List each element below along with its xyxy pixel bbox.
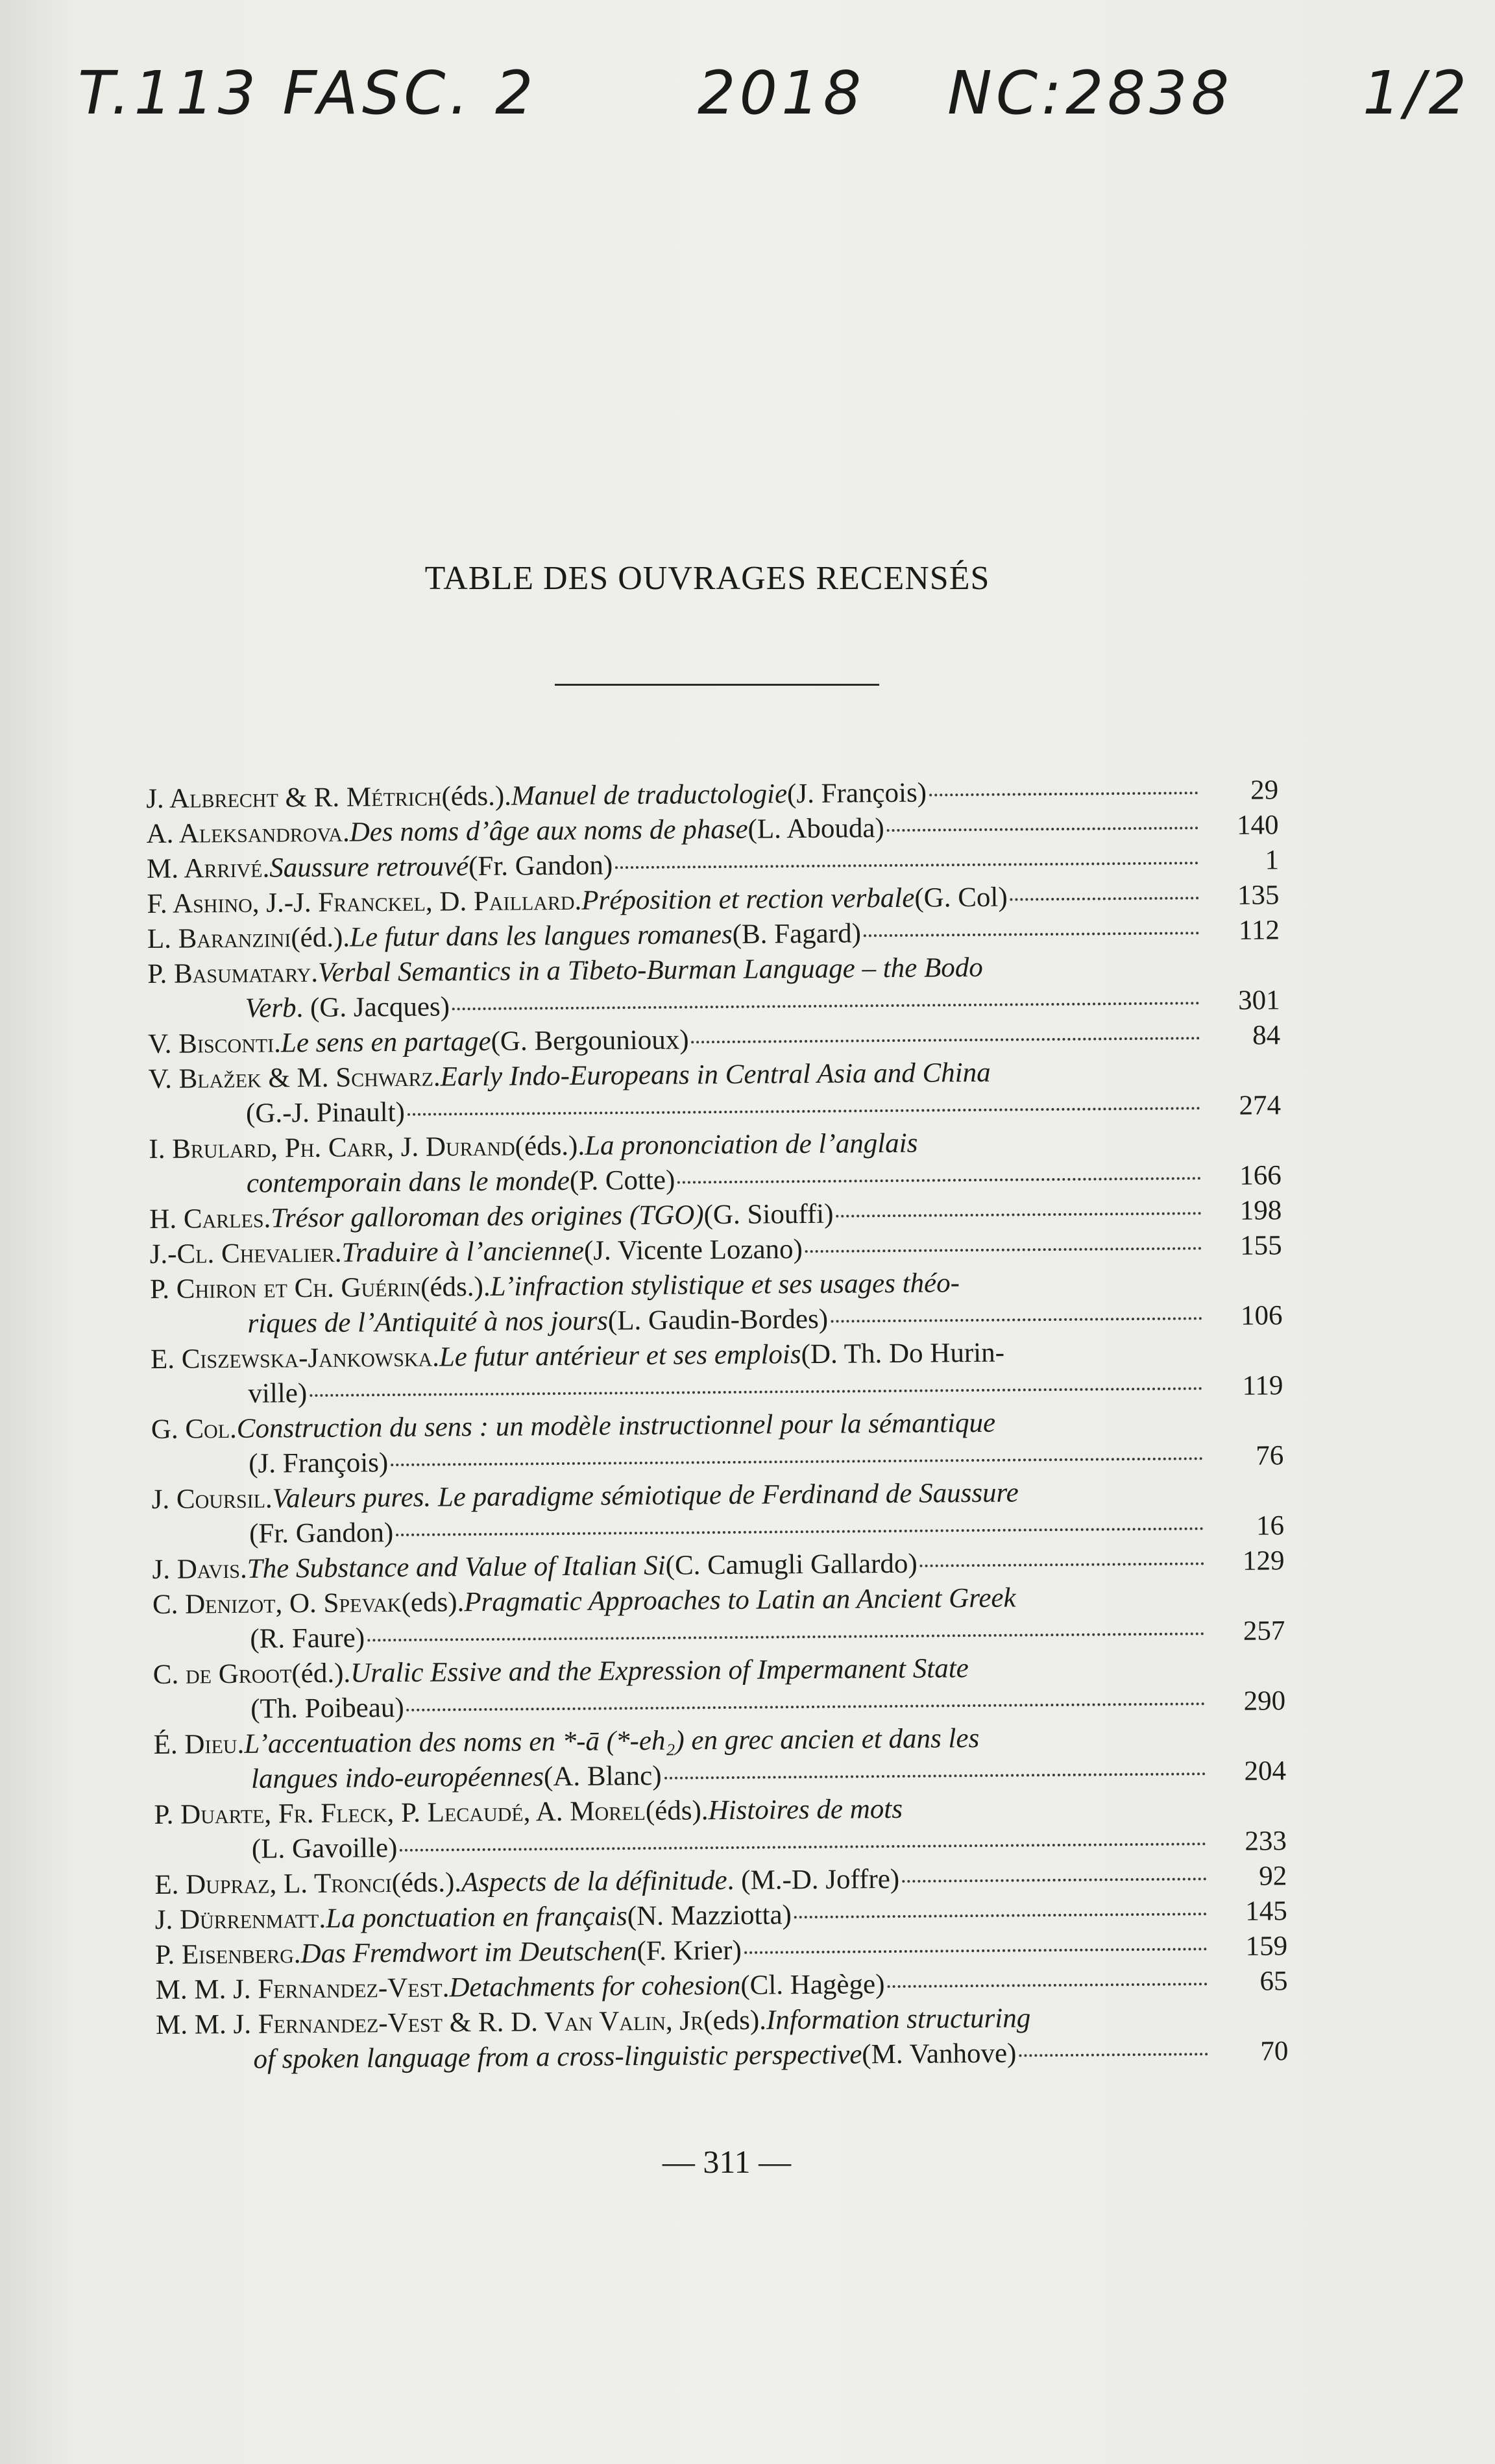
- entry-title: Traduire à l’ancienne: [341, 1235, 585, 1268]
- entry-page-number: 159: [1245, 1931, 1288, 1962]
- entry-text: .: [237, 1728, 245, 1759]
- entry-text: (P. Cotte): [569, 1165, 675, 1196]
- entry-page-number: 204: [1244, 1756, 1287, 1787]
- entry-text: (A. Blanc): [543, 1760, 662, 1793]
- entry-text: .: [293, 1939, 301, 1970]
- entry-title: La ponctuation en français: [325, 1901, 627, 1934]
- entry-author: E. Dupraz, L. Tronci: [154, 1868, 392, 1900]
- dot-leader: [920, 1562, 1204, 1567]
- entry-text: (éds.).: [420, 1271, 491, 1303]
- entry-page-number: 119: [1242, 1370, 1283, 1401]
- dot-leader: [692, 1037, 1200, 1043]
- dot-leader: [615, 862, 1198, 869]
- entry-author: P. Duarte, Fr. Fleck, P. Lecaudé, A. Morel: [154, 1796, 646, 1830]
- entry-page-number: 1: [1265, 845, 1280, 876]
- entry-page-number: 290: [1243, 1685, 1286, 1717]
- entry-author: É. Dieu: [153, 1728, 237, 1760]
- entry-title: Valeurs pures. Le paradigme sémiotique de Ferdinand de Saussure: [272, 1477, 1019, 1514]
- entry-title: Histoires de mots: [708, 1793, 903, 1826]
- entry-text: (J. François): [249, 1447, 389, 1479]
- entry-page-number: 257: [1243, 1615, 1285, 1647]
- dot-leader: [805, 1247, 1202, 1253]
- entry-title: Des noms d’âge aux noms de phase: [349, 814, 748, 848]
- entry-author: J. Albrecht & R. Métrich: [146, 781, 442, 814]
- entry-text: (Cl. Hagège): [740, 1969, 885, 2001]
- entry-title: Uralic Essive and the Expression of Impermanent State: [350, 1653, 969, 1689]
- dot-leader: [400, 1842, 1206, 1852]
- entry-text: .: [311, 957, 319, 989]
- entry-text: (L. Gaudin-Bordes): [607, 1303, 829, 1336]
- entry-author: G. Col: [151, 1414, 230, 1445]
- entry-title: Early Indo-Europeans in Central Asia and China: [440, 1057, 991, 1093]
- entry-title: Aspects de la définitude: [461, 1865, 727, 1898]
- entry-author: L. Baranzini: [147, 923, 291, 954]
- index-entry: [154, 1789, 1287, 1868]
- entry-page-number: 112: [1238, 915, 1280, 946]
- entry-title: Le futur dans les langues romanes: [349, 919, 733, 953]
- entry-author: A. Aleksandrova: [146, 817, 343, 849]
- entry-text: .: [442, 1972, 450, 2003]
- entry-page-number: 16: [1256, 1510, 1285, 1541]
- entry-text: .: [431, 1342, 440, 1373]
- handwritten-year: 2018: [698, 58, 866, 128]
- entry-page-number: 70: [1260, 2036, 1289, 2067]
- dot-leader: [367, 1632, 1204, 1641]
- entry-text: (éds.).: [515, 1130, 585, 1162]
- entry-title: Information structuring: [766, 2003, 1031, 2036]
- entry-author: I. Brulard, Ph. Carr, J. Durand: [149, 1131, 515, 1165]
- entry-page-number: 29: [1250, 775, 1279, 806]
- entry-page-number: 233: [1245, 1826, 1287, 1857]
- entry-text: (L. Gavoille): [251, 1833, 398, 1865]
- entry-text: .: [263, 1203, 271, 1234]
- entry-page-number: 198: [1239, 1195, 1282, 1226]
- entry-line: [156, 2035, 1210, 2078]
- entry-text: .: [319, 1903, 326, 1934]
- dot-leader: [831, 1317, 1202, 1322]
- entry-title: Manuel de traductologie: [511, 779, 788, 812]
- entry-title: Construction du sens : un modèle instructionnel pour la sémantique: [236, 1407, 996, 1444]
- entry-text: (G.-J. Pinault): [245, 1096, 406, 1129]
- entry-author: C. de Groot: [152, 1658, 292, 1690]
- entry-title: Le futur antérieur et ses emplois: [439, 1339, 801, 1373]
- entry-title: Saussure retrouvé: [269, 851, 469, 884]
- dot-leader: [396, 1527, 1204, 1536]
- entry-text: (éd.).: [291, 1658, 351, 1689]
- entry-text: .: [334, 1237, 342, 1268]
- index-entry: [151, 1403, 1284, 1482]
- entry-text: .: [239, 1553, 247, 1584]
- index-entry: [150, 1263, 1283, 1342]
- entry-title: The Substance and Value of Italian Si: [247, 1550, 666, 1584]
- dot-leader: [391, 1457, 1203, 1466]
- dot-leader: [677, 1177, 1201, 1183]
- dot-leader: [836, 1212, 1201, 1217]
- entry-text: (éds).: [645, 1795, 709, 1827]
- entry-page-number: 140: [1236, 810, 1279, 841]
- entry-text: . (M.-D. Joffre): [727, 1863, 900, 1896]
- dot-leader: [452, 1002, 1200, 1010]
- entry-page-number: 76: [1256, 1440, 1284, 1471]
- entry-title: La prononciation de l’anglais: [584, 1128, 918, 1161]
- dot-leader: [1019, 2053, 1208, 2057]
- page-number: — 311 —: [662, 2144, 792, 2180]
- dot-leader: [407, 1107, 1200, 1116]
- entry-text: (éds.).: [391, 1867, 462, 1899]
- entry-author: H. Carles: [149, 1203, 264, 1235]
- entry-text: (éd.).: [291, 922, 350, 954]
- entry-title: langues indo-européennes: [250, 1761, 544, 1794]
- entry-author: E. Ciszewska-Jankowska: [150, 1342, 433, 1375]
- entry-text: .: [265, 1483, 273, 1514]
- entry-text: (eds).: [703, 2005, 767, 2036]
- entry-title: of spoken language from a cross-linguistic perspective: [253, 2039, 862, 2075]
- dot-leader: [902, 1878, 1206, 1883]
- entry-text: (Fr. Gandon): [249, 1517, 394, 1549]
- entry-text: (B. Fagard): [732, 918, 862, 950]
- entry-text: ville): [248, 1378, 308, 1409]
- index-entry: [156, 1999, 1289, 2078]
- entry-author: V. Bisconti: [147, 1028, 274, 1059]
- dot-leader: [310, 1387, 1202, 1397]
- review-index-list: [146, 773, 1289, 2078]
- entry-page-number: 301: [1238, 985, 1280, 1016]
- dot-leader: [664, 1772, 1206, 1780]
- entry-author: J. Coursil: [151, 1483, 266, 1515]
- entry-text: (J. Vicente Lozano): [583, 1234, 803, 1266]
- entry-text: (C. Camugli Gallardo): [665, 1548, 918, 1581]
- entry-title: Verbal Semantics in a Tibeto-Burman Language – the Bodo: [317, 952, 983, 988]
- entry-title: Trésor galloroman des origines (TGO): [271, 1200, 704, 1234]
- dot-leader: [744, 1948, 1207, 1954]
- entry-text: .: [274, 1028, 282, 1059]
- entry-text: (G. Siouffi): [703, 1198, 834, 1231]
- entry-author: P. Chiron et Ch. Guérin: [149, 1272, 421, 1305]
- entry-text: .: [342, 817, 350, 848]
- dot-leader: [887, 1983, 1207, 1988]
- entry-page-number: 145: [1245, 1896, 1287, 1927]
- dot-leader: [794, 1913, 1207, 1918]
- entry-author: V. Blažek & M. Schwarz: [148, 1061, 434, 1094]
- entry-text: (Th. Poibeau): [250, 1692, 404, 1724]
- dot-leader: [929, 791, 1198, 796]
- entry-text: (F. Krier): [637, 1935, 742, 1967]
- entry-text: .: [229, 1413, 237, 1445]
- index-entry: [151, 1333, 1283, 1412]
- entry-text: (G. Bergounioux): [491, 1024, 689, 1057]
- entry-author: M. Arrivé: [146, 852, 263, 884]
- handwritten-shelf-mark: T.113 FASC. 2: [78, 58, 537, 128]
- index-entry: [148, 1053, 1281, 1132]
- dot-leader: [864, 932, 1199, 937]
- entry-title: L’accentuation des noms en *-ā (*-eh₂) en grec ancien et dans les: [244, 1722, 980, 1759]
- entry-title: Préposition et rection verbale: [581, 882, 915, 916]
- entry-page-number: 65: [1259, 1966, 1288, 1997]
- entry-title: Detachments for cohesion: [449, 1970, 741, 2003]
- entry-page-number: 274: [1239, 1090, 1282, 1121]
- entry-text: (L. Abouda): [748, 813, 884, 845]
- index-entry: [151, 1473, 1284, 1552]
- entry-page-number: 129: [1242, 1545, 1285, 1576]
- entry-text: (éds.).: [441, 780, 512, 812]
- index-entry: [153, 1719, 1286, 1798]
- entry-author: J.-Cl. Chevalier: [149, 1237, 335, 1270]
- entry-author: J. Davis: [152, 1553, 241, 1585]
- index-entry: [152, 1578, 1285, 1658]
- dot-leader: [1010, 897, 1199, 900]
- entry-text: (G. Col): [914, 882, 1008, 913]
- entry-text: .: [574, 885, 582, 916]
- entry-title: Verb: [245, 993, 297, 1024]
- entry-title: riques de l’Antiquité à nos jours: [247, 1305, 609, 1339]
- index-entry: [147, 948, 1280, 1027]
- entry-author: P. Basumatary: [147, 958, 311, 989]
- entry-page-number: 135: [1237, 880, 1280, 911]
- entry-title: L’infraction stylistique et ses usages théo-: [490, 1268, 960, 1302]
- entry-text: (eds).: [401, 1587, 465, 1618]
- entry-title: contemporain dans le monde: [246, 1165, 570, 1199]
- entry-author: M. M. J. Fernandez-Vest & R. D. Van Valin, Jr: [155, 2005, 704, 2040]
- page-title: TABLE DES OUVRAGES RECENSÉS: [424, 560, 990, 597]
- entry-title: Das Fremdwort im Deutschen: [300, 1936, 637, 1970]
- index-entry: [153, 1649, 1286, 1728]
- entry-text: (J. François): [786, 777, 927, 810]
- handwritten-catalog-code: NC:2838: [947, 58, 1234, 128]
- entry-text: (R. Faure): [250, 1623, 365, 1654]
- entry-text: .: [262, 852, 270, 884]
- entry-title: Pragmatic Approaches to Latin an Ancient Greek: [464, 1582, 1016, 1618]
- entry-text: . (G. Jacques): [296, 991, 450, 1024]
- entry-text: (Fr. Gandon): [468, 850, 613, 882]
- entry-title: Le sens en partage: [280, 1026, 491, 1059]
- index-entry: [149, 1123, 1282, 1202]
- entry-page-number: 166: [1239, 1160, 1282, 1191]
- entry-text: (M. Vanhove): [862, 2038, 1017, 2070]
- entry-author: J. Dürrenmatt: [154, 1903, 319, 1935]
- entry-text: (D. Th. Do Hurin-: [801, 1337, 1005, 1370]
- dot-leader: [887, 827, 1198, 832]
- entry-author: P. Eisenberg: [155, 1939, 294, 1970]
- entry-author: C. Denizot, O. Spevak: [152, 1587, 402, 1620]
- entry-text: (N. Mazziotta): [627, 1900, 792, 1932]
- entry-author: M. M. J. Fernandez-Vest: [155, 1972, 443, 2005]
- handwritten-volume: 1/2: [1363, 58, 1471, 128]
- entry-page-number: 106: [1240, 1300, 1283, 1331]
- dot-leader: [407, 1702, 1206, 1711]
- entry-author: F. Ashino, J.-J. Franckel, D. Paillard: [147, 885, 575, 919]
- entry-page-number: 92: [1259, 1861, 1287, 1892]
- entry-page-number: 84: [1252, 1020, 1281, 1051]
- entry-page-number: 155: [1239, 1230, 1282, 1261]
- title-rule: [555, 684, 879, 686]
- entry-text: .: [433, 1061, 441, 1093]
